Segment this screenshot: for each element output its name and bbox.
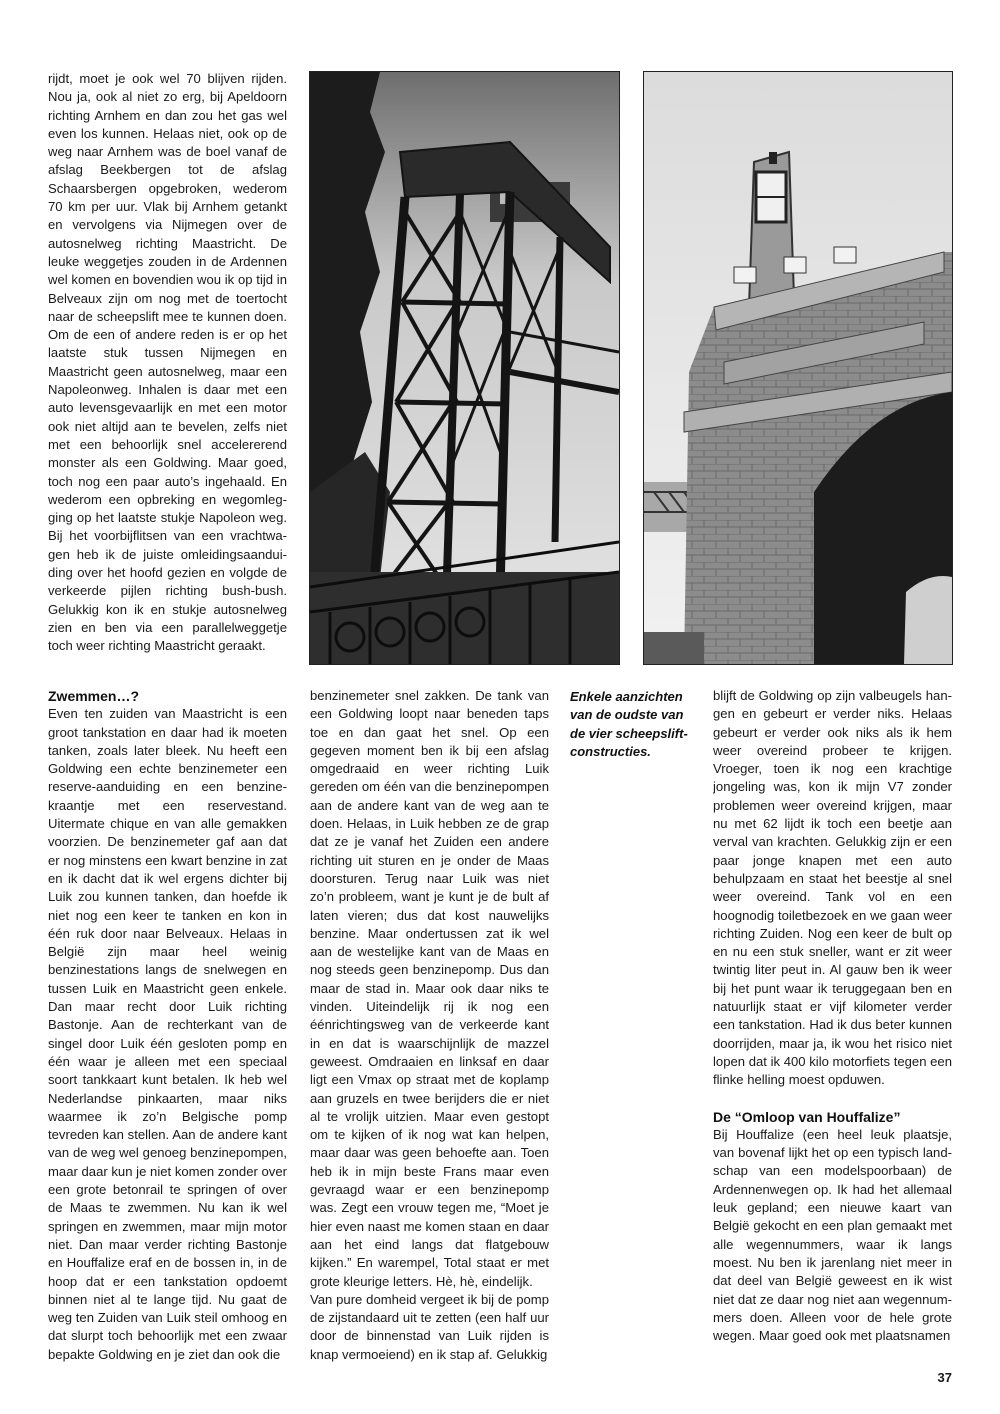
section-paragraph: blijft de Goldwing op zijn valbeugels hangen en gebeurt er verder niks. Helaas gebeurt er verder ook niks als ik hem weer overeind probeer te krijgen. Vroeger, toen ik nog een krachtige jongeling was, kon ik mijn V7 zonder problemen weer overeind krijgen, maar nu met 62 lijdt ik toch een beetje aan verval van krachten. Gelukkig zijn er een paar jonge knapen met een auto behulpzaam en staat het beestje al snel weer overeind. Tank vol en een hoognodig toiletbezoek en we gaan weer richting Zuiden. Nog een keer de bult op en nu een stuk sneller, want er zit weer twintig liter peut in. Al gauw ben ik weer bij het punt waar ik teruggegaan ben en natuurlijk staat er vijf kilometer verder een tankstation. Had ik dus beter kunnen doorrijden, maar ja, ik wou het risico niet lopen dat ik 400 kilo motorfiets tegen een flinke helling moest opduwen. [713,688,952,1088]
section-heading-zwemmen: Zwemmen…? [48,688,140,704]
page-number: 37 [937,1370,952,1385]
boat-lift-steel-image [310,72,619,664]
section-paragraph: Van pure domheid vergeet ik bij de pomp de zijstandaard uit te zetten (een half uur door de binnenstad van Luik rijden is knap vermoeiend) en ik stap af. Gelukkig [310,1291,549,1362]
article-column-2 [310,687,549,1377]
intro-column [48,70,287,672]
section-paragraph: Even ten zuiden van Maastricht is een groot tankstation en daar had ik moeten tanken, zoals later bleek. Nu heeft een Goldwing een echte benzinemeter een reserve-aanduiding en een benzinekraantje met een reservestand. Uitermate chique en van alle gemakken voorzien. De benzinemeter gaf aan dat er nog minstens een kwart benzine in zat en ik dacht dat ik wel ergens dichter bij Luik zou kunnen tanken, dan hoefde ik niet nog een keer te tanken en kon in één ruk door naar Belveaux. Helaas in België zijn maar heel weinig benzinestations langs de snelwegen en tussen Luik en Maastricht geen enkele. Dan maar recht door Luik richting Bastonje. Aan de rechterkant van de singel door Luik één gesloten pomp en één waar je alleen met een speciaal soort tankkaart kunt betalen. Ik heb wel Nederlandse pinkaarten, maar niks waarmee ik zo’n Belgische pomp tevreden kan stellen. Aan de andere kant van de weg wel genoeg benzinepompen, maar daar kun je niet komen zonder over een grote betonrail te springen of over de Maas te zwemmen. Nu kan ik wel springen en zwemmen, maar mijn motor niet. Dan maar verder richting Bastonje en Houffalize eraf en de bossen in, in de hoop dat er een tankstation opdoemt binnen niet al te lange tijd. Nu gaat de weg ten Zuiden van Luik steil omhoog en dat slurpt toch behoorlijk met een zwaar bepakte Goldwing en je ziet dan ook die [48,706,287,1362]
photo-steel-lattice-boat-lift [309,71,620,665]
section-paragraph: benzinemeter snel zakken. De tank van een Goldwing loopt naar beneden taps toe en dan gaat het snel. Op een gegeven moment ben ik bij een afslag omgedraaid en weer richting Luik gereden om één van die benzinepompen aan de andere kant van de weg aan te doen. Helaas, in Luik hebben ze de grap dat ze je vanaf het Zuiden een andere richting uit sturen en je onder de Maas doorsturen. Terug naar Luik was niet zo’n probleem, want je kunt je de bult af laten vieren; dus dat kost nauwelijks benzine. Maar ondertussen zat ik wel aan de westelijke kant van de Maas en nog steeds geen benzinepomp. Dus dan maar de stad in. Maar ook daar niks te vinden. Uiteindelijk rij ik nog een éénrichtingsweg van de verkeerde kant in en dat is waarschijnlijk de mazzel geweest. Omdraaien en linksaf en daar ligt een Vmax op straat met de koplamp aan gruzels en twee berijders die er niet al te vrolijk uitzien. Maar even gestopt om te kijken of ik nog wat kan helpen, maar daar was geen behoefte aan. Toen heb ik in mijn beste Frans maar even gevraagd waar er een benzinepomp was. Zegt een vrouw tegen me, “Moet je hier even naast me komen staan en daar aan het eind langs dat flatgebouw kijken.” En warempel, Total staat er met grote kleurige letters. Hè, hè, eindelijk. [310,688,549,1289]
boat-lift-stone-image [644,72,952,664]
article-column-1 [48,687,287,1377]
intro-paragraph: rijdt, moet je ook wel 70 blijven rijden. Nou ja, ook al niet zo erg, bij Apeldoorn richting Arnhem en dan zou het gas wel even los kunnen. Helaas niet, ook op de weg naar Arnhem was de boel vanaf de afslag Beekbergen tot de afslag Schaarsbergen opgebroken, wederom 70 km per uur. Vlak bij Arnhem getankt en vervolgens via Nijmegen over de autosnelweg richting Maastricht. De leuke weggetjes zouden in de Ardennen wel komen en bovendien wou ik op tijd in Belveaux zijn om nog met de toertocht naar de scheepslift mee te kunnen doen. Om de een of andere reden is er op het laatste stuk tussen Nijmegen en Maastricht geen autosnelweg, maar een Napoleonweg. Inhalen is daar met een auto levensgevaarlijk en met een motor ook niet altijd aan te bevelen, zelfs niet met een behoorlijk snel accelererend monster als een Goldwing. Maar goed, toch nog een paar auto’s ingehaald. En wederom een opbreking en wegomlegging op het laatste stukje Napoleon weg. Bij het voorbijflitsen van een vrachtwagen heb ik de juiste omleidingsaanduiding over het hoofd gezien en volgde de verkeerde pijlen richting bush-bush. Gelukkig kon ik en stukje autosnelweg zien en ben via een parallelweggetje toch weer richting Maastricht geraakt. [48,71,287,654]
photo-stone-tower-boat-lift [643,71,953,665]
section-paragraph: Bij Houffalize (een heel leuk plaatsje, van bovenaf lijkt het op een typisch landschap van een modelspoorbaan) de Ardennenwegen op. Ik had het allemaal leuk gepland; een nieuwe kaart van België gekocht en een plan gemaakt met alle wegennummers, waar ik langs moest. Nu ben ik jarenlang niet meer in dat deel van België geweest en ik wist niet dat ze daar nog niet aan wegennummers doen. Alleen voor de hele grote wegen. Maar goed ook met plaatsnamen [713,1126,952,1344]
article-column-3 [713,687,952,1377]
photo-caption: Enkele aanzichten van de oudste van de vier scheepsliftconstructies. [570,689,688,759]
section-heading-omloop: De “Omloop van Houffalize” [713,1108,901,1125]
